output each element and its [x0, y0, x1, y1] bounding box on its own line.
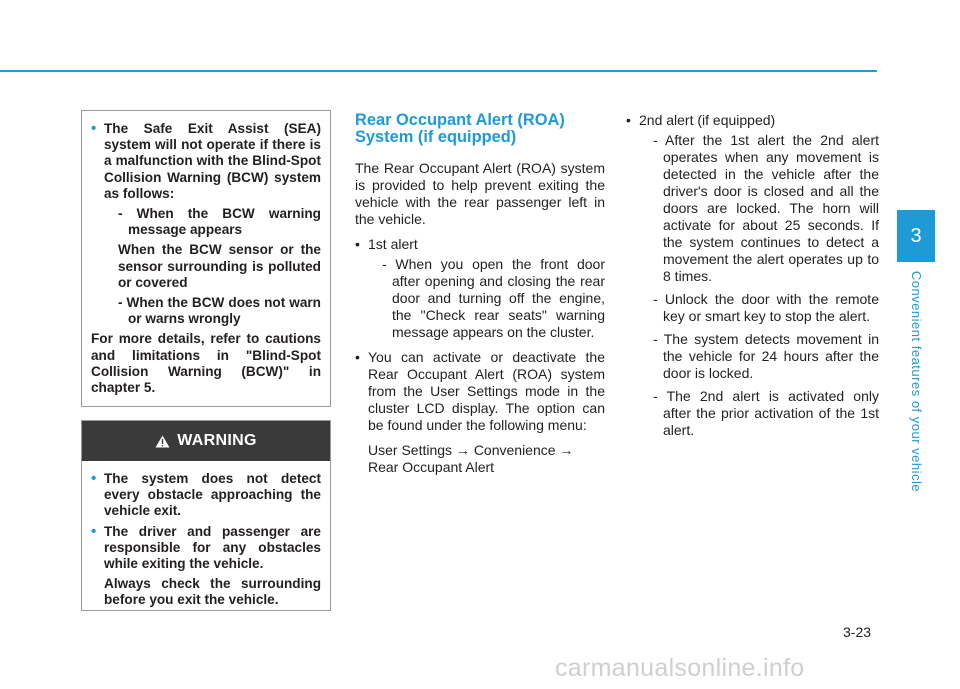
warning-box — [81, 420, 331, 611]
second-alert-item-1: - After the 1st alert the 2nd alert operates when any movement is detected in the vehicle after the driver's door is closed and all the doors are locked. The horn will activate for about 25 seconds. If the system continues to detect a movement the alert operates up to 8 times. — [653, 132, 879, 284]
warning-bullet-1: • The system does not detect every obstacle approaching the vehicle exit. — [91, 471, 321, 520]
chapter-tab: 3 — [897, 210, 935, 262]
sea-note-bullet: • The Safe Exit Assist (SEA) system will not operate if there is a malfunction with the Blind-Spot Collision Warning (BCW) system as follows: — [91, 121, 321, 202]
warning-triangle-icon — [155, 435, 170, 448]
bcw-item-1-cont: When the BCW sensor or the sensor surrounding is polluted or covered — [118, 242, 321, 290]
first-alert-bullet: • 1st alert — [355, 236, 605, 253]
bcw-item-2: - When the BCW does not warn or warns wrongly — [118, 295, 321, 327]
warning-bullet-2: • The driver and passenger are responsible for any obstacles while exiting the vehicle. — [91, 524, 321, 573]
middle-column — [355, 112, 605, 476]
note-footer: For more details, refer to cautions and limitations in "Blind-Spot Collision Warning (BCW)" in chapter 5. — [91, 331, 321, 396]
activate-bullet: • You can activate or deactivate the Rear Occupant Alert (ROA) system from the User Settings mode in the cluster LCD display. The option can be found under the following menu: — [355, 349, 605, 434]
page-number: 3-23 — [843, 624, 872, 640]
right-column — [626, 112, 879, 439]
warning-bullet-2-cont: Always check the surrounding before you exit the vehicle. — [104, 576, 321, 608]
second-alert-item-4: - The 2nd alert is activated only after the prior activation of the 1st alert. — [653, 388, 879, 438]
second-alert-item-2: - Unlock the door with the remote key or smart key to stop the alert. — [653, 291, 879, 324]
first-alert-description: - When you open the front door after opening and closing the rear door and turning off the engine, the "Check rear seats" warning message appears on the cluster. — [382, 256, 605, 340]
warning-header — [82, 421, 330, 461]
menu-path: User Settings → Convenience → Rear Occupant Alert — [368, 442, 574, 475]
note-box — [81, 110, 331, 407]
warning-title: WARNING — [177, 432, 257, 449]
watermark: carmanualsonline.info — [555, 654, 805, 682]
header-rule — [0, 70, 877, 72]
second-alert-bullet: • 2nd alert (if equipped) — [626, 112, 879, 129]
intro-paragraph: The Rear Occupant Alert (ROA) system is provided to help prevent exiting the vehicle with the rear passenger left in the vehicle. — [355, 160, 605, 227]
second-alert-item-3: - The system detects movement in the vehicle for 24 hours after the door is locked. — [653, 331, 879, 381]
section-heading: Rear Occupant Alert (ROA) System (if equipped) — [355, 111, 565, 146]
chapter-title: Convenient features of your vehicle — [909, 270, 925, 492]
bcw-item-1: - When the BCW warning message appears — [118, 206, 321, 238]
chapter-title-vertical — [905, 270, 929, 492]
